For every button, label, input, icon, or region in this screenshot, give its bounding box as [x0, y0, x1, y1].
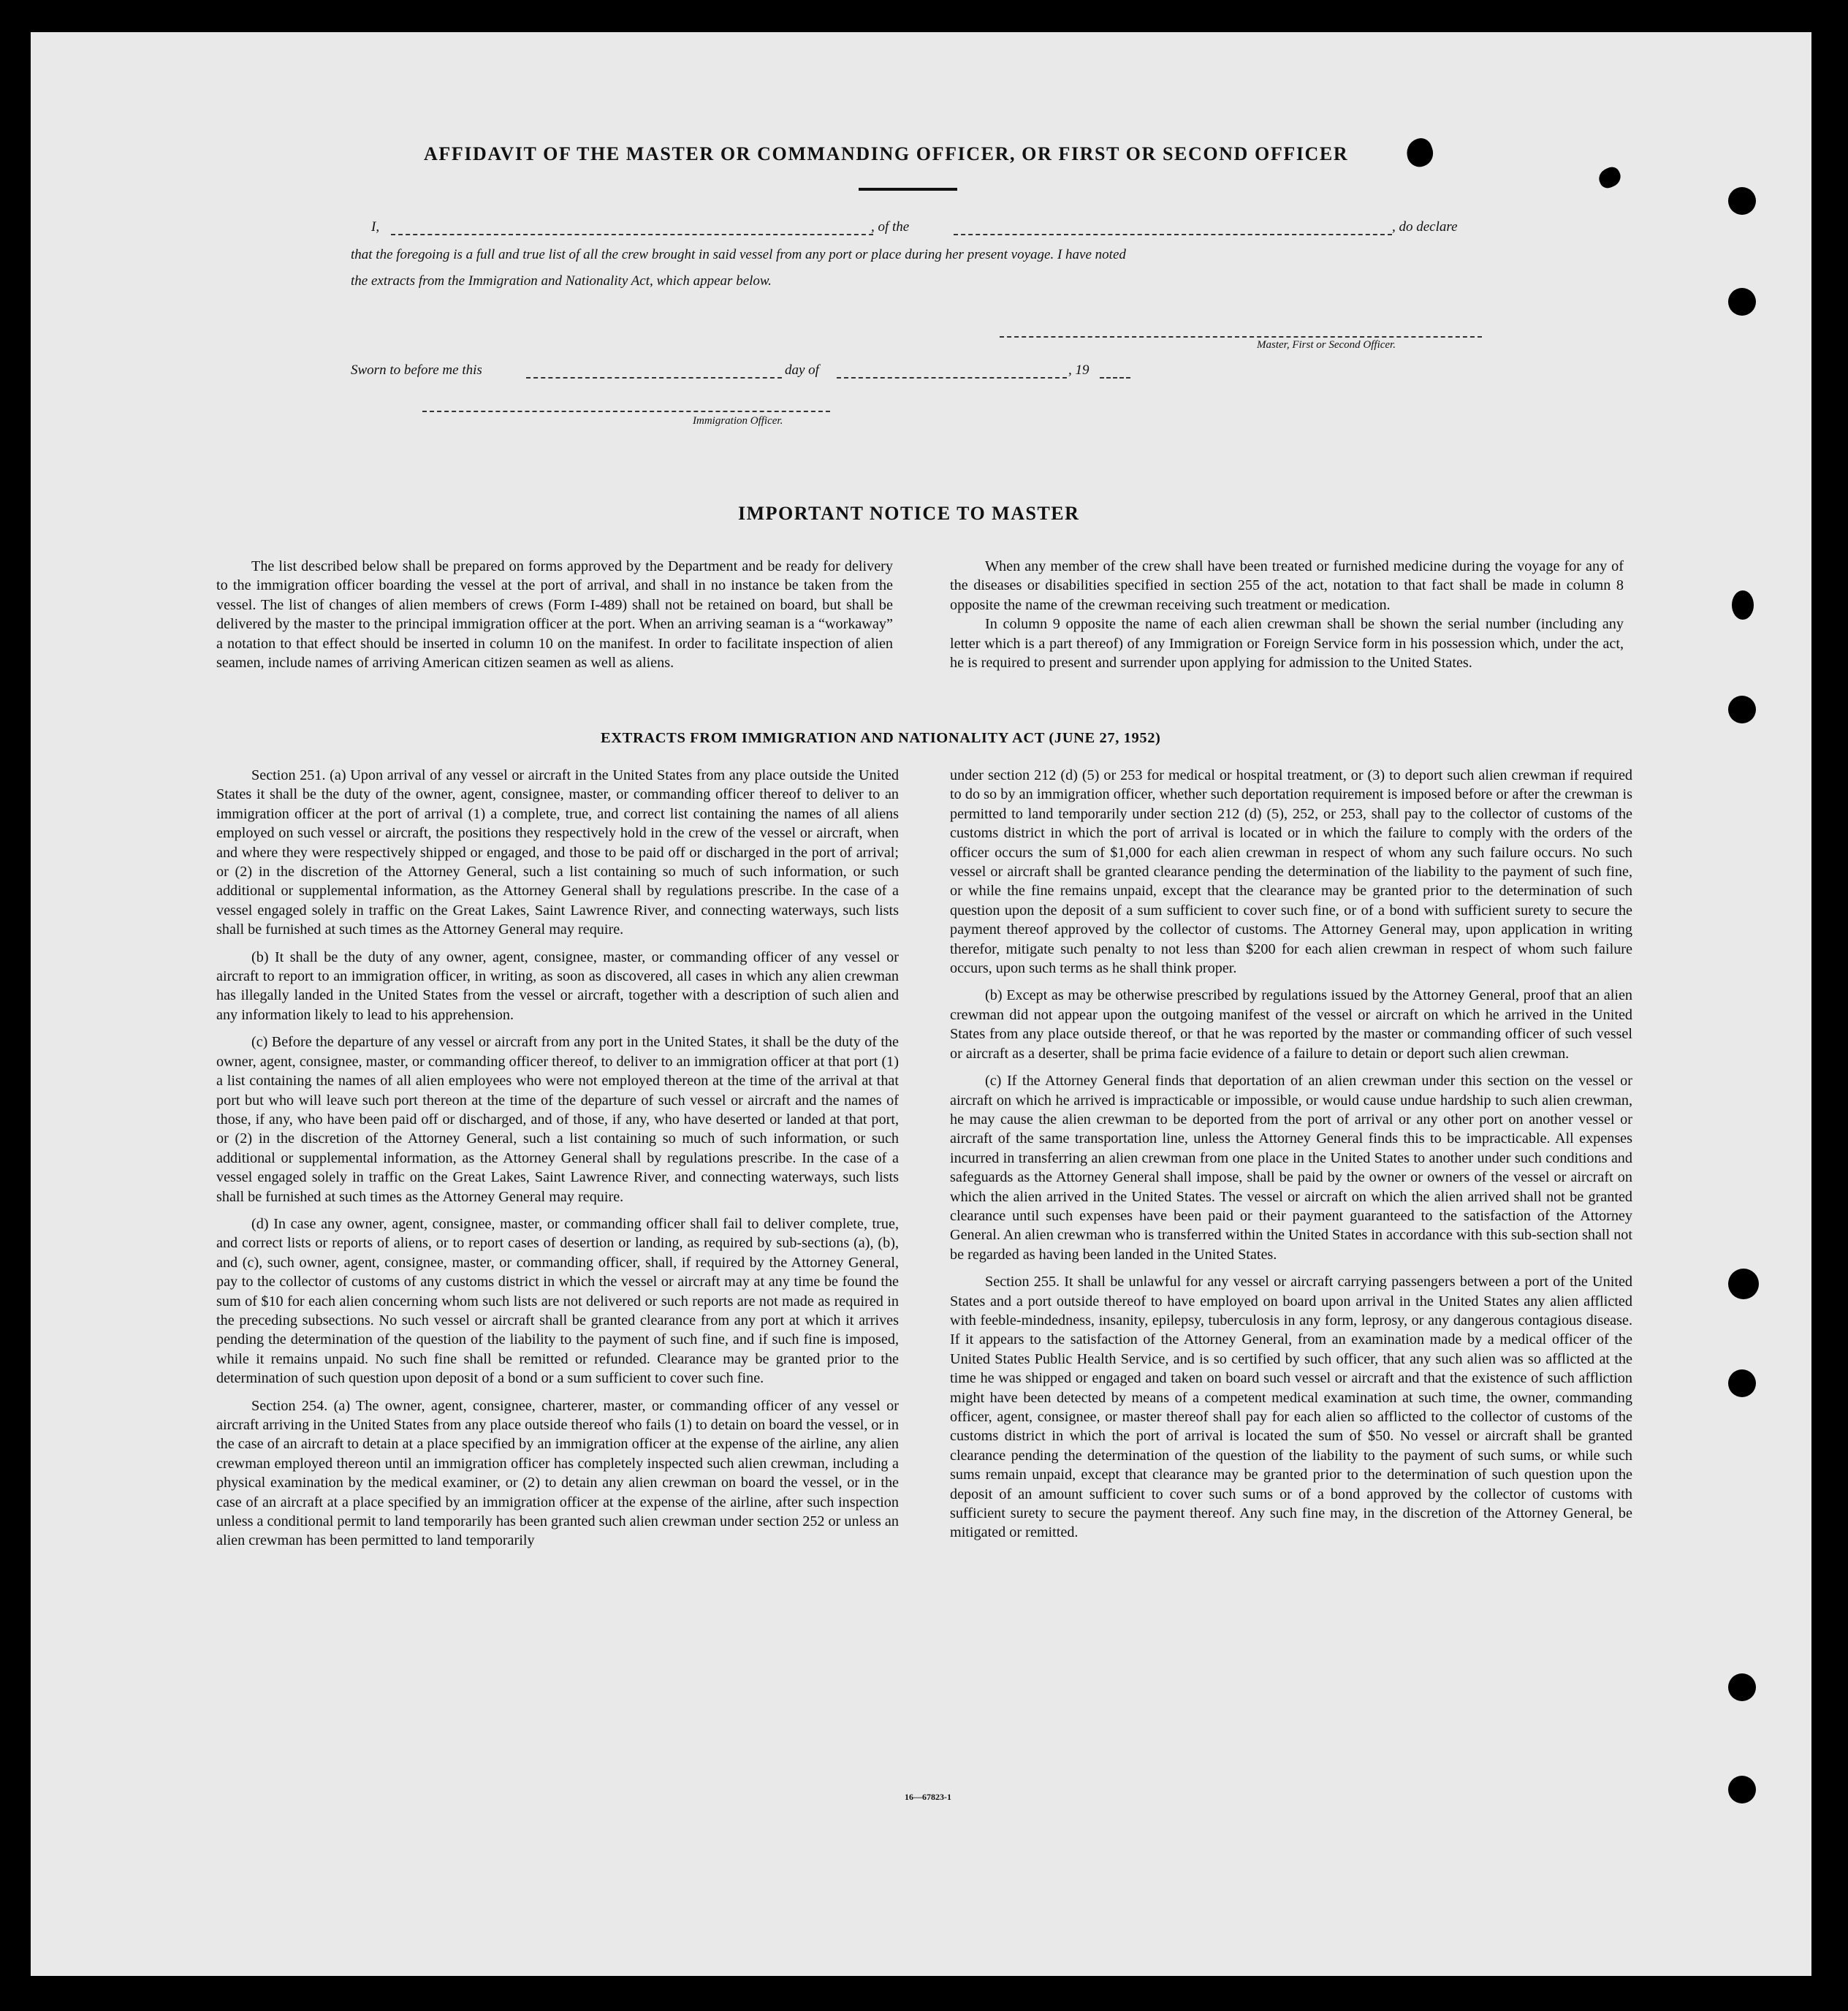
section-254-a-continued: under section 212 (d) (5) or 253 for medical or hospital treatment, or (3) to deport such alien crewman if required to do so by an immigration officer, whether such deportation requirement is imposed before or after the crewman is permitted to land temporarily under section 212 (d) (5), 252, or 253, shall pay to the collector of customs of the customs district in which the port of arrival is located or in which the failure to comply with the orders of the officer occurs the sum of $1,000 for each alien crewman in respect of whom any such failure occurs. No such vessel or aircraft shall be granted clearance pending the determination of the liability to the payment of such fine, or while the fine remains unpaid, except that the clearance may be granted prior to the determination of such question upon the deposit of a sum sufficient to cover such fine, or of a bond with sufficient surety to secure the payment thereof approved by the collector of customs. The Attorney General may, upon application in writing therefor, mitigate such penalty to not less than $200 for each alien crewman in respect of whom such failure occurs, upon such terms as he shall think proper.: [950, 767, 1632, 977]
sworn-year-field[interactable]: [1100, 377, 1130, 379]
do-declare-label: , do declare: [1392, 219, 1458, 235]
section-254-b: (b) Except as may be otherwise prescribed by regulations issued by the Attorney General, proof that an alien crewman did not appear upon the outgoing manifest of the vessel or aircraft on which he arrived in the United States from any place outside thereof, or that he was reported by the master or commanding officer of such vessel or aircraft as a deserter, shall be prima facie evidence of a failure to detain or deport such alien crewman.: [950, 987, 1632, 1062]
vessel-name-field[interactable]: [954, 234, 1392, 235]
extracts-title: EXTRACTS FROM IMMIGRATION AND NATIONALITY ACT (JUNE 27, 1952): [601, 730, 1161, 746]
day-of-label: day of: [785, 362, 819, 378]
of-the-label: , of the: [871, 219, 910, 235]
declaration-line-3: the extracts from the Immigration and Nationality Act, which appear below.: [351, 273, 772, 289]
notice-left-column: [216, 557, 893, 672]
notice-left-paragraph: The list described below shall be prepared on forms approved by the Department and be ready for delivery to the immigration officer boarding the vessel at the port of arrival, and shall in no instance be taken from the vessel. The list of changes of alien members of crews (Form I-489) shall not be retained on board, but shall be delivered by the master to the principal immigration officer at the port. When an arriving seaman is a “workaway” a notation to that effect should be inserted in column 10 on the manifest. In order to facilitate inspection of alien seamen, include names of arriving American citizen seamen as well as aliens.: [216, 558, 893, 672]
punch-hole: [1728, 1673, 1756, 1701]
notice-right-paragraph-2: In column 9 opposite the name of each alien crewman shall be shown the serial number (including any letter which is a part thereof) of any Immigration or Foreign Service form in his possession which, under the act, he is required to present and surrender upon applying for admission to the United States.: [950, 616, 1624, 672]
punch-hole: [1728, 1269, 1759, 1299]
affidavit-title: AFFIDAVIT OF THE MASTER OR COMMANDING OFFICER, OR FIRST OR SECOND OFFICER: [424, 143, 1349, 164]
declarant-i-label: I,: [371, 219, 380, 235]
section-255: Section 255. It shall be unlawful for any vessel or aircraft carrying passengers between a port of the United States and a port outside thereof to have employed on board upon arrival in the United States any alien afflicted with feeble-mindedness, insanity, epilepsy, tuberculosis in any form, leprosy, or any dangerous contagious disease. If it appears to the satisfaction of the Attorney General, from an examination made by a medical officer of the United States Public Health Service, and is so certified by such officer, that any such alien was so afflicted at the time he was shipped or engaged and taken on board such vessel or aircraft and that the existence of such affliction might have been detected by means of a competent medical examination at such time, the owner, commanding officer, agent, consignee, or master thereof shall pay for each alien so afflicted to the collector of customs of the customs district in which the port of arrival is located the sum of $50. No vessel or aircraft shall be granted clearance pending the determination of the question of the liability to the payment of such sums, or while such sums remain unpaid, except that clearance may be granted prior to the determination of such question upon the deposit of an amount sufficient to cover such sums or of a bond approved by the collector of customs with sufficient surety to secure the payment thereof. Any such fine may, in the discretion of the Attorney General, be mitigated or remitted.: [950, 1274, 1632, 1541]
title-underline: [859, 188, 957, 191]
sworn-label: Sworn to before me this: [351, 362, 482, 378]
immigration-officer-signature-line[interactable]: [422, 411, 830, 412]
section-251-a: Section 251. (a) Upon arrival of any vessel or aircraft in the United States from any place outside the United States it shall be the duty of the owner, agent, consignee, master, or commanding officer thereof to deliver to an immigration officer at the port of arrival (1) a complete, true, and correct list containing the names of all aliens employed on such vessel or aircraft, the positions they respectively hold in the crew of the vessel or aircraft, when and where they were respectively shipped or engaged, and those to be paid off or discharged in the port of arrival; or (2) in the discretion of the Attorney General, such a list containing so much of such information, or such additional or supplemental information, as the Attorney General shall by regulations prescribe. In the case of a vessel engaged solely in traffic on the Great Lakes, Saint Lawrence River, and connecting waterways, such lists shall be furnished at such times as the Attorney General may require.: [216, 767, 899, 938]
section-254-c: (c) If the Attorney General finds that deportation of an alien crewman under this section on the vessel or aircraft on which he arrived is impracticable or impossible, or would cause undue hardship to such alien crewman, he may cause the alien crewman to be deported from the port of arrival or any other port on another vessel or aircraft of the same transportation line, unless the Attorney General finds this to be impracticable. All expenses incurred in transferring an alien crewman from one place in the United States to another under such conditions and safeguards as the Attorney General shall impose, shall be paid by the owner or owners of the vessel or aircraft on which the alien arrived in the United States. The vessel or aircraft on which the alien arrived shall not be granted clearance until such expenses have been paid or their payment guaranteed to the satisfaction of the Attorney General. An alien crewman who is transferred within the United States in accordance with this sub-section shall not be regarded as having been landed in the United States.: [950, 1073, 1632, 1263]
immigration-officer-label: Immigration Officer.: [693, 415, 783, 427]
punch-hole: [1728, 1369, 1756, 1397]
notice-title: IMPORTANT NOTICE TO MASTER: [738, 503, 1080, 524]
year-label: , 19: [1068, 362, 1090, 378]
punch-hole: [1728, 288, 1756, 316]
notice-right-column: [950, 557, 1624, 672]
notice-right-paragraph-1: When any member of the crew shall have been treated or furnished medicine during the voyage for any of the diseases or disabilities specified in section 255 of the act, notation to that fact shall be made in column 8 opposite the name of the crewman receiving such treatment or medication.: [950, 558, 1624, 613]
declarant-name-field[interactable]: [391, 234, 873, 235]
punch-hole: [1728, 1776, 1756, 1803]
sworn-date-field[interactable]: [526, 377, 782, 379]
punch-hole: [1728, 696, 1756, 723]
master-signature-line[interactable]: [1000, 336, 1482, 338]
section-254-a: Section 254. (a) The owner, agent, consignee, charterer, master, or commanding officer of any vessel or aircraft arriving in the United States from any place outside thereof who fails (1) to detain on board the vessel, or in the case of an aircraft to detain at a place specified by an immigration officer at the expense of the airline, any alien crewman employed thereon until an immigration officer has completely inspected such alien crewman, including a physical examination by the medical examiner, or (2) to detain any alien crewman on board the vessel, or in the case of an aircraft at a place specified by an immigration officer at the expense of the airline, after such inspection unless a conditional permit to land temporarily has been granted such alien crewman under section 252 or unless an alien crewman has been permitted to land temporarily: [216, 1397, 899, 1549]
punch-hole: [1732, 590, 1754, 620]
extracts-right-column: [950, 766, 1632, 1551]
extracts-left-column: [216, 766, 899, 1559]
section-251-c: (c) Before the departure of any vessel or aircraft from any port in the United States, it shall be the duty of the owner, agent, consignee, master, or commanding officer thereof, to deliver to an immigration officer at that port (1) a list containing the names of all alien employees who were not employed thereon at the time of the arrival at that port but who will leave such port thereon at the time of the departure of such vessel or aircraft and the names of those, if any, who have been paid off or discharged, and of those, if any, who have deserted or landed at that port, or (2) in the discretion of the Attorney General, such a list containing so much of such information, or such additional or supplemental information, as the Attorney General shall by regulations prescribe. In the case of a vessel engaged solely in traffic on the Great Lakes, Saint Lawrence River, and connecting waterways, such lists shall be furnished at such times as the Attorney General may require.: [216, 1034, 899, 1205]
master-signature-label: Master, First or Second Officer.: [1257, 339, 1396, 351]
punch-hole: [1728, 187, 1756, 215]
section-251-d: (d) In case any owner, agent, consignee, master, or commanding officer shall fail to deliver complete, true, and correct lists or reports of aliens, or to report cases of desertion or landing, as required by sub-sections (a), (b), and (c), such owner, agent, consignee, master, or commanding officer, shall, if required by the Attorney General, pay to the collector of customs of any customs district in which the vessel or aircraft may at any time be found the sum of $10 for each alien concerning whom such lists are not delivered or such reports are not made as required in the preceding subsections. No such vessel or aircraft shall be granted clearance from any port at which it arrives pending the determination of the question of the liability to the payment of such fine, and if such fine is imposed, while it remains unpaid. No such fine shall be remitted or refunded. Clearance may be granted prior to the determination of such question upon deposit of a bond or a sum sufficient to cover such fine.: [216, 1215, 899, 1387]
form-code: 16—67823-1: [905, 1792, 951, 1802]
sworn-month-field[interactable]: [837, 377, 1067, 379]
section-251-b: (b) It shall be the duty of any owner, agent, consignee, master, or commanding officer of any vessel or aircraft to report to an immigration officer, in writing, as soon as discovered, all cases in which any alien crewman has illegally landed in the United States from the vessel or aircraft, together with a description of such alien and any information likely to lead to his apprehension.: [216, 949, 899, 1023]
declaration-line-2: that the foregoing is a full and true list of all the crew brought in said vessel from any port or place during her present voyage. I have noted: [351, 247, 1126, 262]
